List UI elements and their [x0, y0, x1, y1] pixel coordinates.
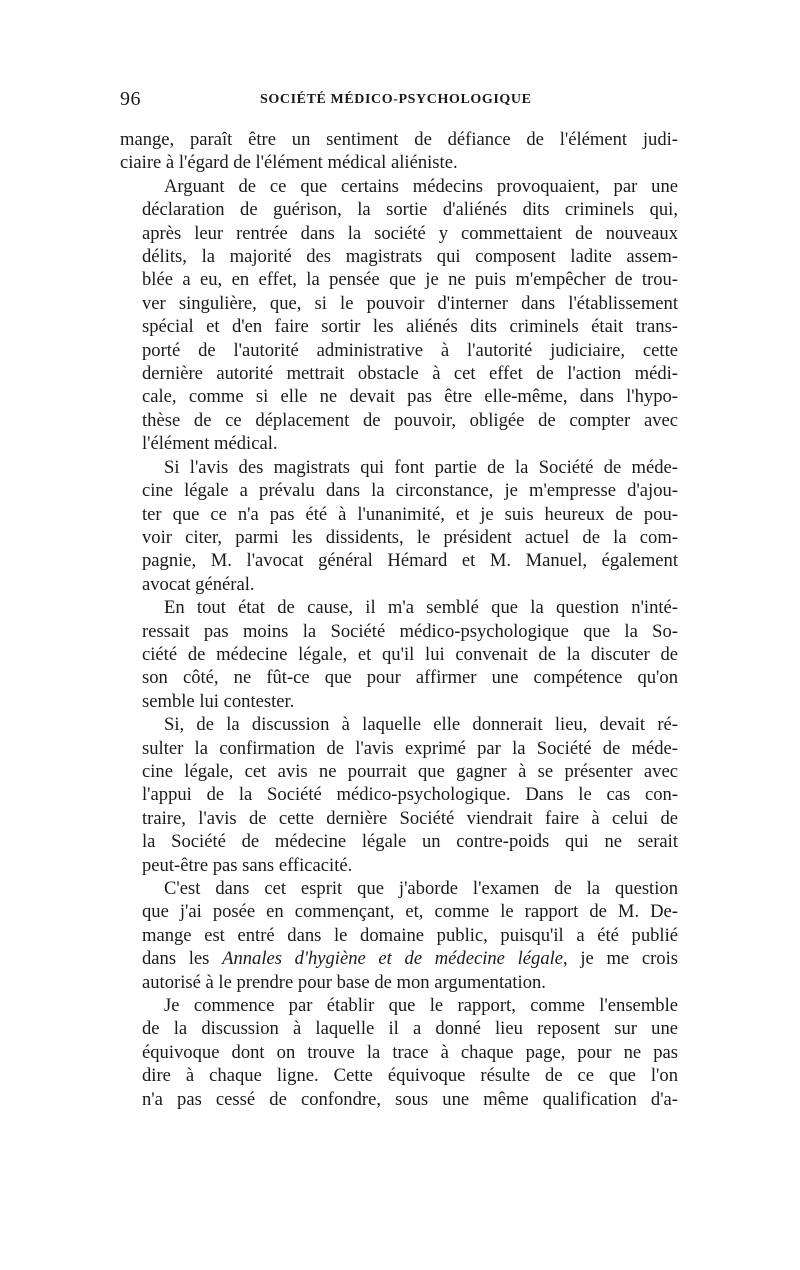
text-line: mange est entré dans le domaine public, puisqu'il a été publié	[142, 924, 678, 946]
text-line: En tout état de cause, il m'a semblé que la question n'inté-	[164, 597, 678, 619]
paragraph	[120, 596, 678, 713]
text-line: que j'ai posée en commençant, et, comme le rapport de M. De-	[142, 901, 678, 923]
text-line: après leur rentrée dans la société y commettaient de nouveaux	[142, 222, 678, 244]
text-line: cale, comme si elle ne devait pas être elle-même, dans l'hypo-	[142, 386, 678, 408]
text-line: ciaire à l'égard de l'élément médical aliéniste.	[120, 152, 458, 174]
running-title: SOCIÉTÉ MÉDICO-PSYCHOLOGIQUE	[260, 92, 532, 107]
text-line: voir citer, parmi les dissidents, le président actuel de la com-	[142, 526, 678, 548]
journal-title: Annales d'hygiène et de médecine légale	[222, 948, 564, 970]
page-number: 96	[120, 88, 141, 110]
body-text	[120, 128, 678, 1111]
text-line: Si l'avis des magistrats qui font partie de la Société de méde-	[164, 456, 678, 478]
text-line: pagnie, M. l'avocat général Hémard et M. Manuel, également	[142, 550, 678, 572]
running-head	[120, 88, 678, 122]
text-line: thèse de ce déplacement de pouvoir, obligée de compter avec	[142, 409, 678, 431]
text-line: avocat général.	[142, 573, 255, 595]
text-line: sulter la confirmation de l'avis exprimé par la Société de méde-	[142, 737, 678, 759]
text-line: Je commence par établir que le rapport, comme l'ensemble	[164, 995, 678, 1017]
text-line: la Société de médecine légale un contre-poids qui ne serait	[142, 831, 678, 853]
text-line: déclaration de guérison, la sortie d'aliénés dits criminels qui,	[142, 199, 678, 221]
text-line: peut-être pas sans efficacité.	[142, 854, 353, 876]
text-line: dernière autorité mettrait obstacle à cet effet de l'action médi-	[142, 363, 678, 385]
paragraph	[120, 877, 678, 994]
text-line: délits, la majorité des magistrats qui composent ladite assem-	[142, 246, 678, 268]
text-line: cine légale, cet avis ne pourrait que gagner à se présenter avec	[142, 760, 678, 782]
paragraph	[120, 128, 678, 175]
text-line: mange, paraît être un sentiment de défiance de l'élément judi-	[120, 129, 678, 150]
text-line: semble lui contester.	[142, 690, 295, 712]
text-line: blée a eu, en effet, la pensée que je ne puis m'empêcher de trou-	[142, 269, 678, 291]
paragraph	[120, 456, 678, 596]
text-line: de la discussion à laquelle il a donné lieu reposent sur une	[142, 1018, 678, 1040]
text-line: dire à chaque ligne. Cette équivoque résulte de ce que l'on	[142, 1065, 678, 1087]
text-line: porté de l'autorité administrative à l'autorité judiciaire, cette	[142, 339, 678, 361]
text-line: n'a pas cessé de confondre, sous une même qualification d'a-	[142, 1088, 678, 1110]
paragraph	[120, 175, 678, 456]
paragraph	[120, 713, 678, 877]
book-page	[120, 88, 678, 1111]
text-line: ressait pas moins la Société médico-psychologique que la So-	[142, 620, 678, 642]
text-line: traire, l'avis de cette dernière Société viendrait faire à celui de	[142, 807, 678, 829]
paragraph	[120, 994, 678, 1111]
text-line: C'est dans cet esprit que j'aborde l'examen de la question	[164, 878, 678, 899]
text-line: Si, de la discussion à laquelle elle donnerait lieu, devait ré-	[164, 714, 678, 736]
text-line: Arguant de ce que certains médecins provoquaient, par une	[164, 175, 678, 197]
text-line: autorisé à le prendre pour base de mon argumentation.	[142, 971, 546, 993]
text-line: l'élément médical.	[142, 433, 278, 455]
text-line: dans les Annales d'hygiène et de médecine légale, je me crois	[142, 948, 678, 970]
text-line: l'appui de la Société médico-psychologique. Dans le cas con-	[142, 784, 678, 806]
text-line: son côté, ne fût-ce que pour affirmer une compétence qu'on	[142, 667, 678, 689]
text-line: spécial et d'en faire sortir les aliénés dits criminels était trans-	[142, 316, 678, 338]
text-line: ciété de médecine légale, et qu'il lui convenait de la discuter de	[142, 643, 678, 665]
text-line: équivoque dont on trouve la trace à chaque page, pour ne pas	[142, 1041, 678, 1063]
text-line: cine légale a prévalu dans la circonstance, je m'empresse d'ajou-	[142, 480, 678, 502]
text-line: ter que ce n'a pas été à l'unanimité, et je suis heureux de pou-	[142, 503, 678, 525]
text-line: ver singulière, que, si le pouvoir d'interner dans l'établissement	[142, 292, 678, 314]
